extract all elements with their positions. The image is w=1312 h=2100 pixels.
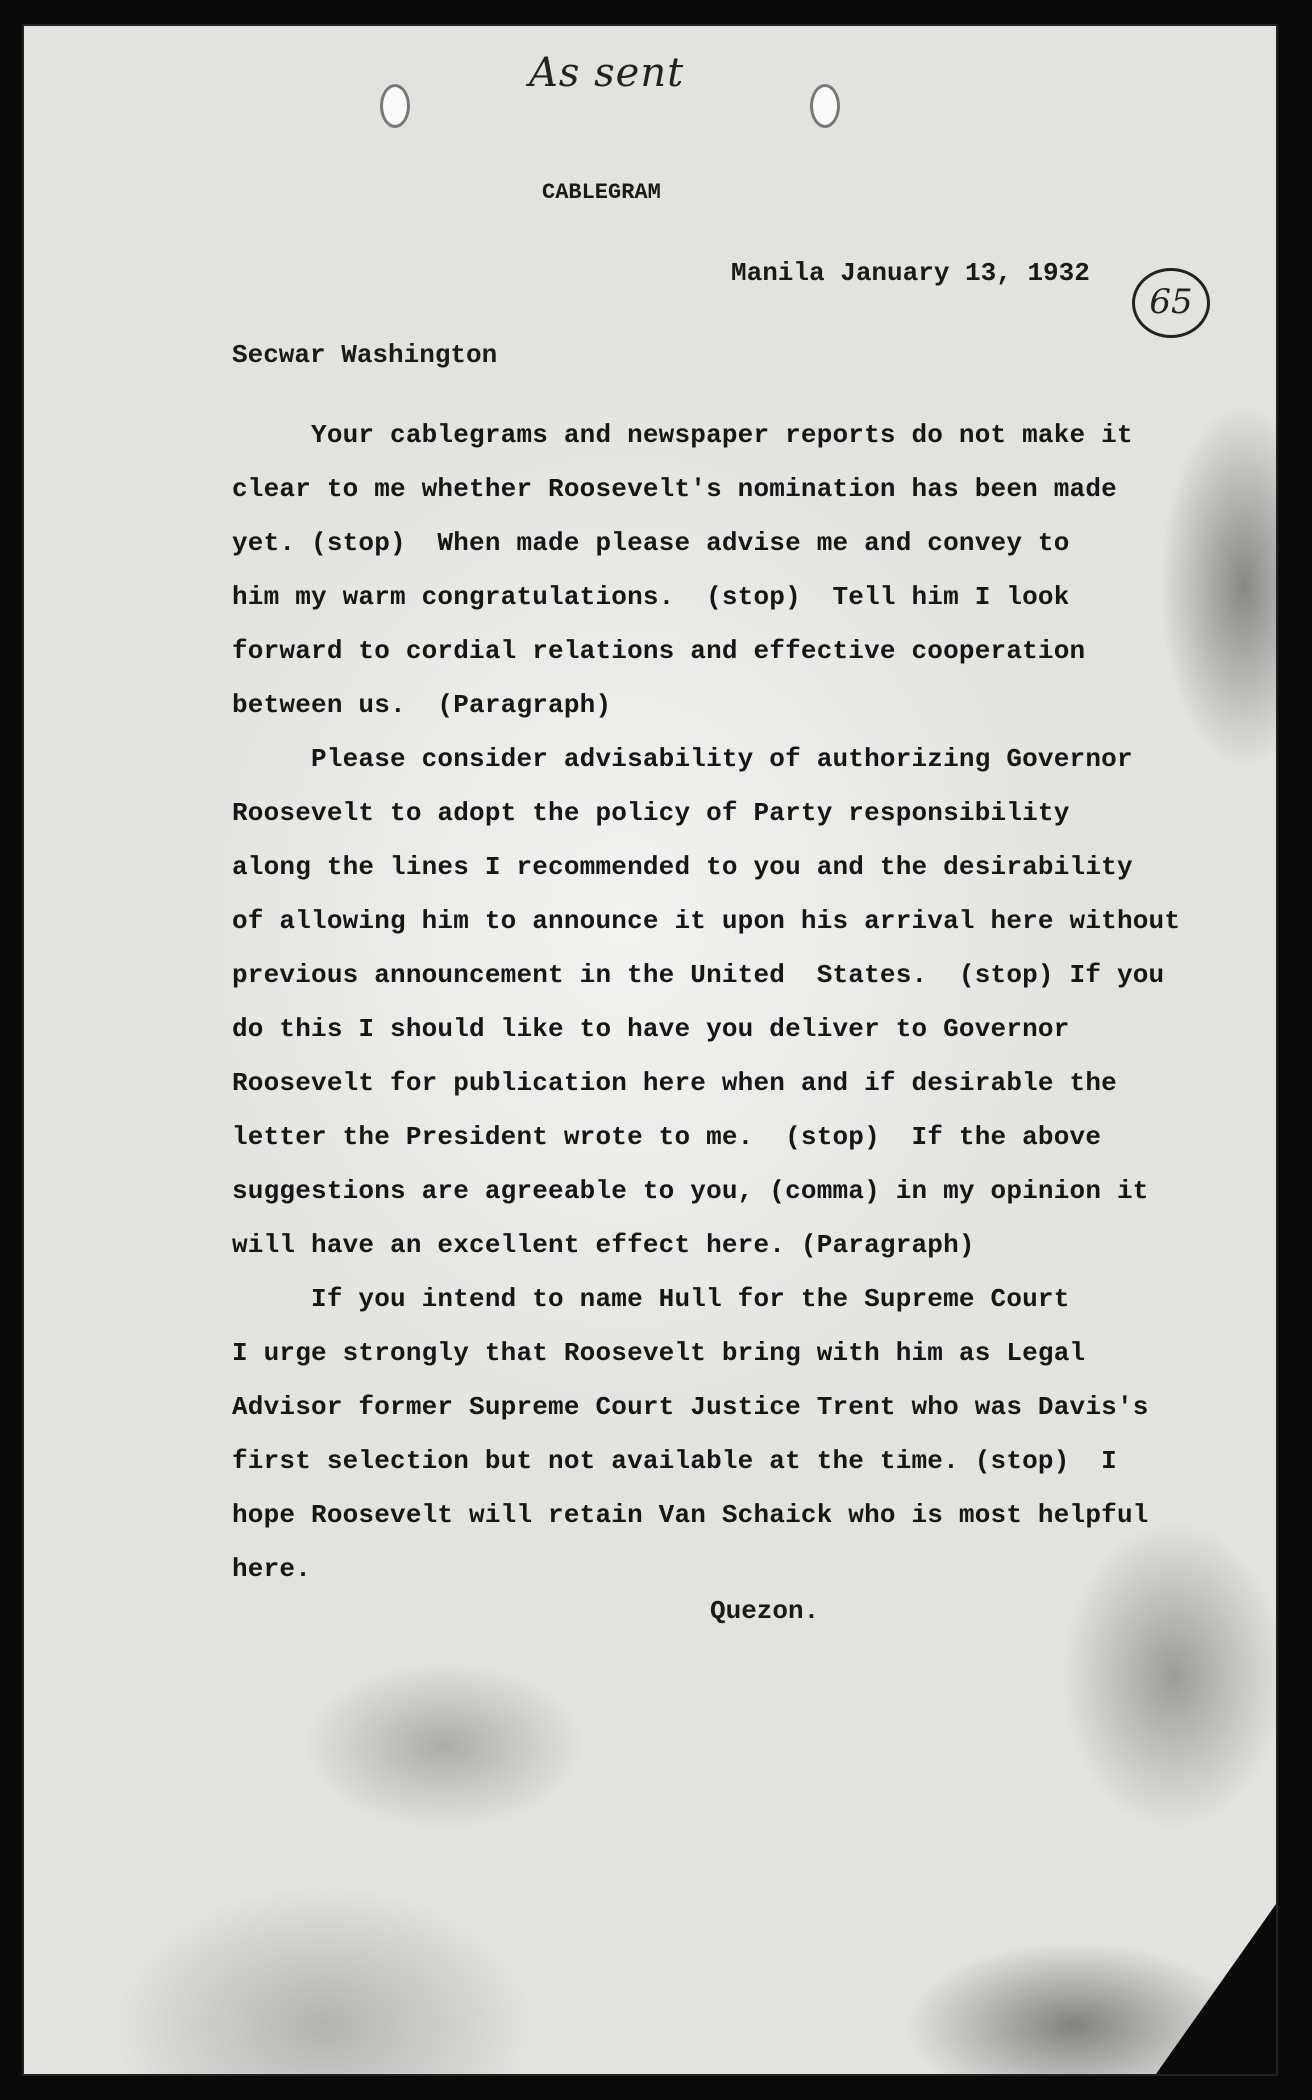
handwritten-annotation: As sent <box>529 50 685 96</box>
document-page <box>24 26 1276 2074</box>
body-line: Advisor former Supreme Court Justice Trent who was Davis's <box>232 1392 1149 1422</box>
body-line: Roosevelt to adopt the policy of Party responsibility <box>232 798 1070 828</box>
body-line: Your cablegrams and newspaper reports do not make it <box>232 420 1133 450</box>
body-line: do this I should like to have you deliver to Governor <box>232 1014 1070 1044</box>
body-line: suggestions are agreeable to you, (comma) in my opinion it <box>232 1176 1149 1206</box>
body-line: him my warm congratulations. (stop) Tell him I look <box>232 582 1070 612</box>
torn-corner <box>1156 1904 1276 2074</box>
addressee: Secwar Washington <box>232 340 498 370</box>
document-heading: CABLEGRAM <box>542 180 661 205</box>
body-line: here. <box>232 1554 312 1584</box>
body-line: first selection but not available at the time. (stop) I <box>232 1446 1117 1476</box>
body-line: of allowing him to announce it upon his arrival here without <box>232 906 1181 936</box>
body-line: hope Roosevelt will retain Van Schaick who is most helpful <box>232 1500 1149 1530</box>
body-line: forward to cordial relations and effective cooperation <box>232 636 1086 666</box>
body-line: clear to me whether Roosevelt's nomination has been made <box>232 474 1117 504</box>
dateline: Manila January 13, 1932 <box>731 258 1090 288</box>
signature: Quezon. <box>710 1596 820 1626</box>
body-line: yet. (stop) When made please advise me and convey to <box>232 528 1070 558</box>
body-line: will have an excellent effect here. (Paragraph) <box>232 1230 975 1260</box>
punch-hole-left <box>380 84 410 128</box>
body-line: previous announcement in the United States. (stop) If you <box>232 960 1165 990</box>
body-line: letter the President wrote to me. (stop) If the above <box>232 1122 1102 1152</box>
body-line: If you intend to name Hull for the Supreme Court <box>232 1284 1070 1314</box>
body-line: between us. (Paragraph) <box>232 690 612 720</box>
circled-page-number: 65 <box>1132 268 1210 338</box>
body-line: I urge strongly that Roosevelt bring with him as Legal <box>232 1338 1086 1368</box>
punch-hole-right <box>810 84 840 128</box>
body-line: along the lines I recommended to you and the desirability <box>232 852 1133 882</box>
body-line: Please consider advisability of authorizing Governor <box>232 744 1133 774</box>
body-line: Roosevelt for publication here when and if desirable the <box>232 1068 1117 1098</box>
